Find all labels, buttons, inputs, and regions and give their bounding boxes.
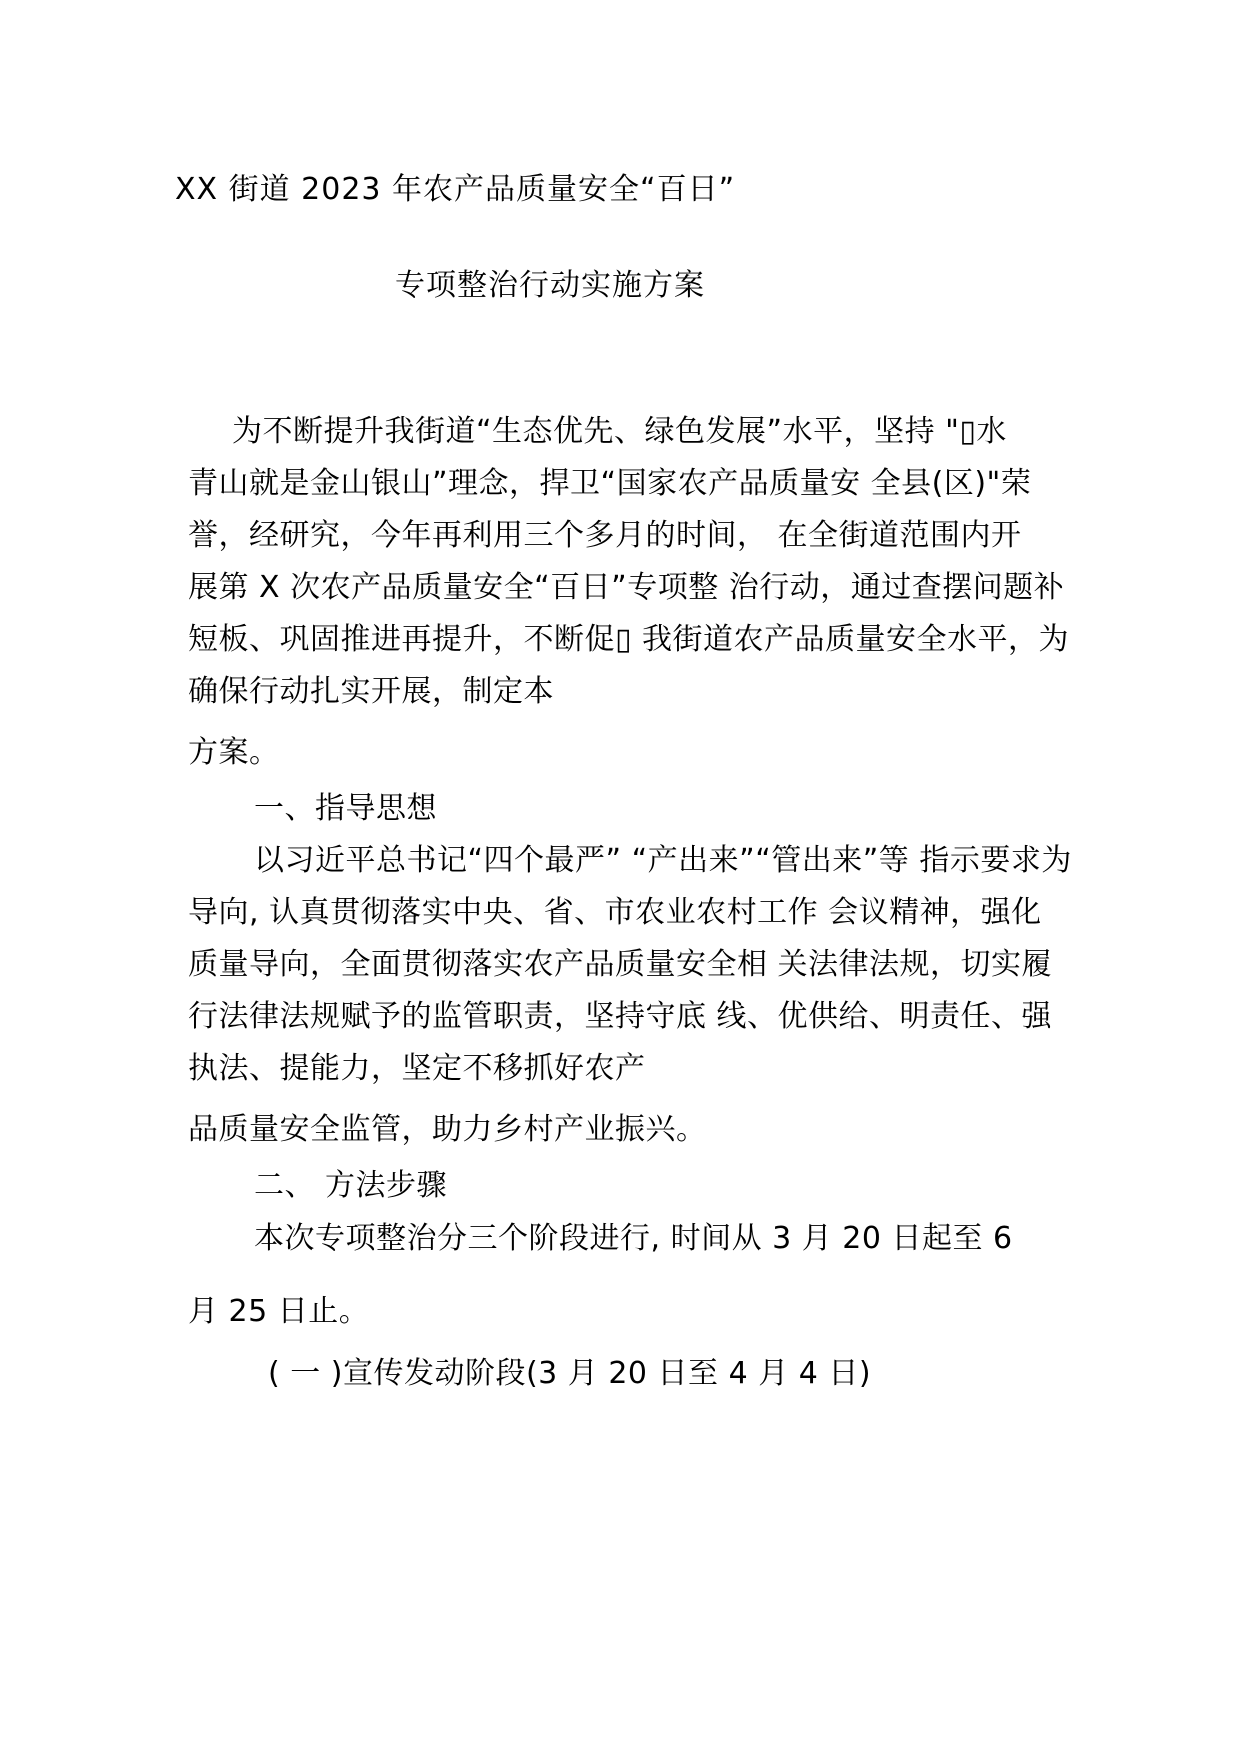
section-2-heading: 二、 方法步骤	[254, 1168, 448, 1203]
section-1-line-4: 行法律法规赋予的监管职责，坚持守底 线、优供给、明责任、强	[188, 999, 1053, 1034]
doc-title-line-1: XX 街道 2023 年农产品质量安全“百日”	[175, 172, 736, 207]
section-1-line-2: 导向, 认真贯彻落实中央、省、市农业农村工作 会议精神，强化	[188, 895, 1042, 930]
intro-line-2: 青山就是金山银山”理念，捍卫“国家农产品质量安 全县(区)"荣	[188, 466, 1032, 501]
intro-line-3: 誉，经研究，今年再利用三个多月的时间， 在全街道范围内开	[188, 518, 1022, 553]
section-2-line-2: 月 25 日止。	[188, 1294, 370, 1329]
section-1-heading: 一、指导思想	[254, 791, 437, 826]
intro-line-6: 确保行动扎实开展，制定本	[188, 674, 554, 709]
intro-line-1: 为不断提升我街道“生态优先、绿色发展”水平，坚持 "▯水	[232, 414, 1007, 449]
section-2-line-1: 本次专项整治分三个阶段进行, 时间从 3 月 20 日起至 6	[254, 1221, 1013, 1256]
subsection-1-heading: ( 一 )宣传发动阶段(3 月 20 日至 4 月 4 日)	[268, 1356, 872, 1391]
intro-line-5: 短板、巩固推进再提升，不断促▯ 我街道农产品质量安全水平，为	[188, 622, 1070, 657]
intro-line-4: 展第 X 次农产品质量安全“百日”专项整 治行动，通过查摆问题补	[188, 570, 1065, 605]
section-1-line-6: 品质量安全监管，助力乡村产业振兴。	[188, 1112, 707, 1147]
section-1-line-3: 质量导向，全面贯彻落实农产品质量安全相 关法律法规，切实履	[188, 947, 1053, 982]
doc-title-line-2: 专项整治行动实施方案	[395, 268, 705, 303]
section-1-line-1: 以习近平总书记“四个最严” “产出来”“管出来”等 指示要求为	[254, 843, 1072, 878]
section-1-line-5: 执法、提能力，坚定不移抓好农产	[188, 1051, 646, 1086]
intro-line-7: 方案。	[188, 735, 280, 770]
